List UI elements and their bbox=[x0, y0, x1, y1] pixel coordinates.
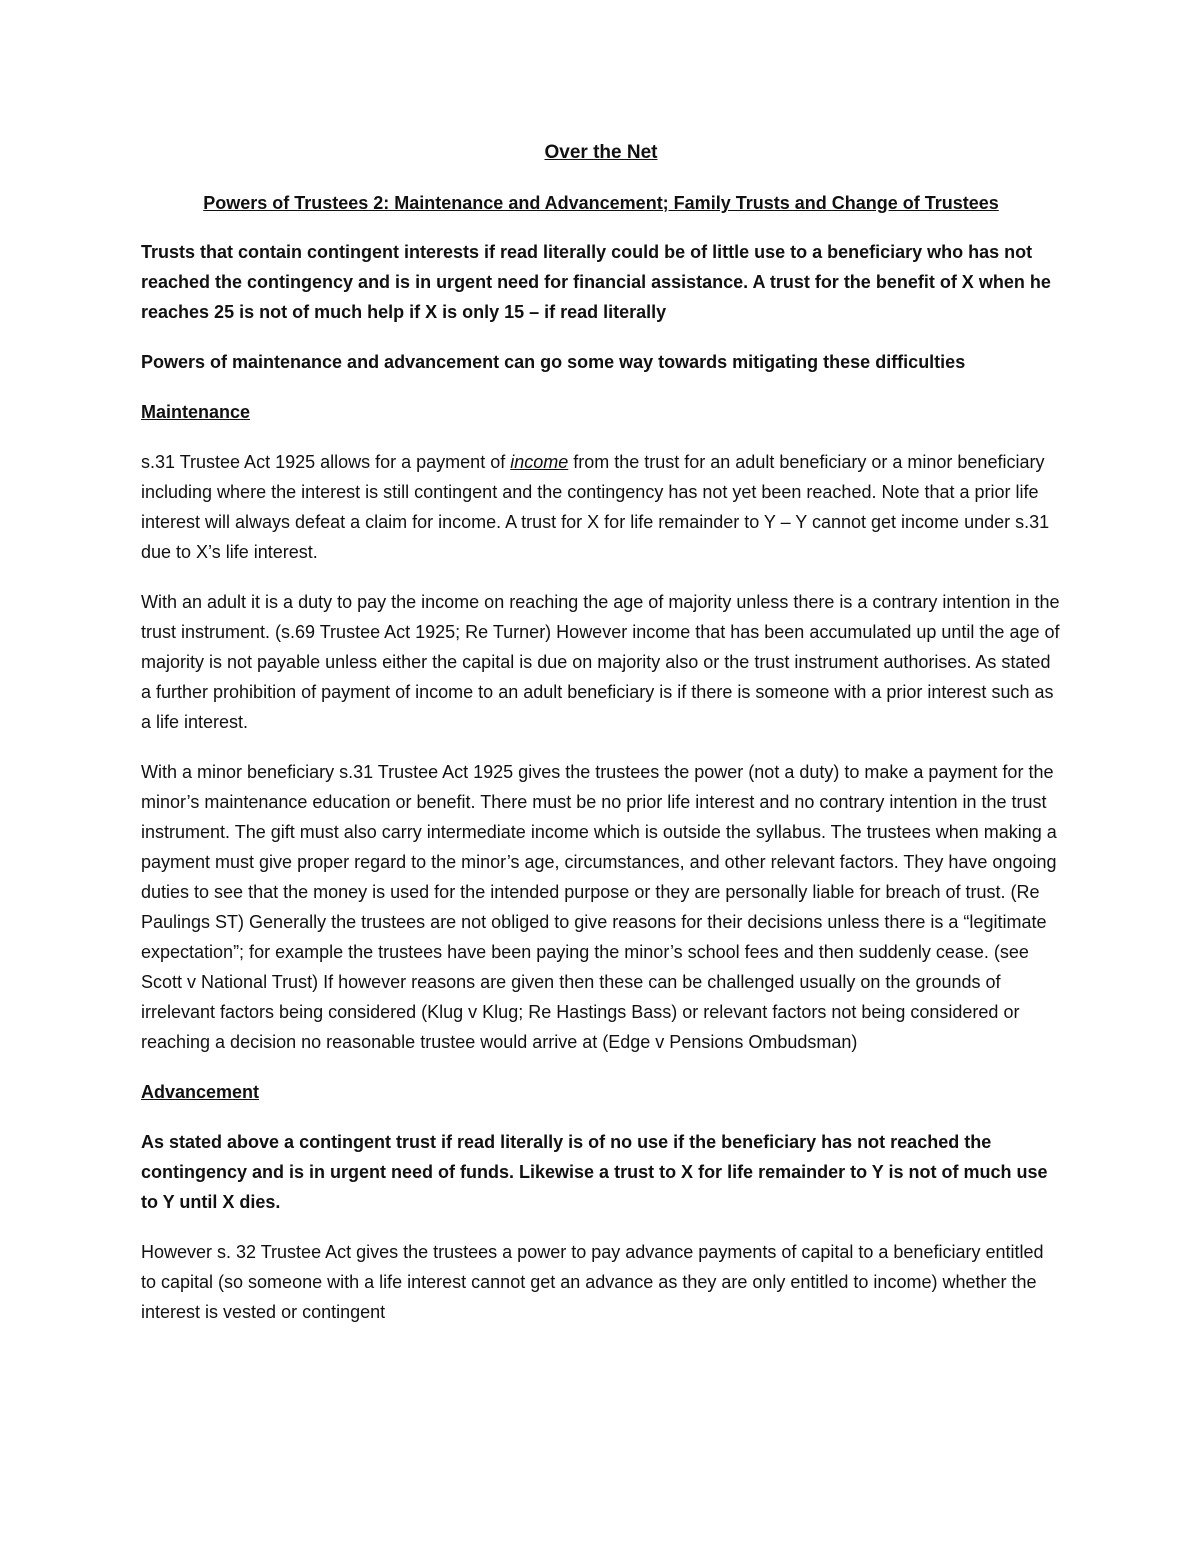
document-title: Over the Net bbox=[544, 142, 658, 163]
advancement-paragraph-1: As stated above a contingent trust if read literally is of no use if the beneficiary has not reached the contingency and is in urgent need of funds. Likewise a trust to X for life remainder to Y is not of much use to Y until X dies. bbox=[141, 1132, 1048, 1212]
advancement-heading: Advancement bbox=[141, 1082, 260, 1102]
intro-paragraph: Trusts that contain contingent interests if read literally could be of little use to a beneficiary who has not reached the contingency and is in urgent need for financial assistance. A trust for the benefit of X when he reaches 25 is not of much help if X is only 15 – if read literally bbox=[141, 242, 1051, 322]
maintenance-heading: Maintenance bbox=[141, 402, 251, 422]
powers-paragraph: Powers of maintenance and advancement can go some way towards mitigating these difficulties bbox=[141, 352, 966, 372]
maintenance-paragraph-1 bbox=[141, 447, 1061, 567]
maintenance-paragraph-2: With an adult it is a duty to pay the income on reaching the age of majority unless there is a contrary intention in the trust instrument. (s.69 Trustee Act 1925; Re Turner) However income that has been accumulated up until the age of majority is not payable unless either the capital is due on majority also or the trust instrument authorises. As stated a further prohibition of payment of income to an adult beneficiary is if there is someone with a prior interest such as a life interest. bbox=[141, 592, 1060, 732]
advancement-paragraph-2: However s. 32 Trustee Act gives the trustees a power to pay advance payments of capital to a beneficiary entitled to capital (so someone with a life interest cannot get an advance as they are only entitled to income) whether the interest is vested or contingent bbox=[141, 1242, 1044, 1322]
income-emphasis: income bbox=[510, 452, 569, 472]
document-page bbox=[141, 138, 1061, 1347]
maintenance-p1-before: s.31 Trustee Act 1925 allows for a payment of bbox=[141, 452, 511, 472]
maintenance-p1-after: from the trust for an adult beneficiary or a minor beneficiary including where the interest is still contingent and the contingency has not yet been reached. Note that a prior life interest will always defeat a claim for income. A trust for X for life remainder to Y – Y cannot get income under s.31 due to X’s life interest. bbox=[141, 452, 1050, 562]
maintenance-paragraph-3: With a minor beneficiary s.31 Trustee Act 1925 gives the trustees the power (not a duty) to make a payment for the minor’s maintenance education or benefit. There must be no prior life interest and no contrary intention in the trust instrument. The gift must also carry intermediate income which is outside the syllabus. The trustees when making a payment must give proper regard to the minor’s age, circumstances, and other relevant factors. They have ongoing duties to see that the money is used for the intended purpose or they are personally liable for breach of trust. (Re Paulings ST) Generally the trustees are not obliged to give reasons for their decisions unless there is a “legitimate expectation”; for example the trustees have been paying the minor’s school fees and then suddenly cease. (see Scott v National Trust) If however reasons are given then these can be challenged usually on the grounds of irrelevant factors being considered (Klug v Klug; Re Hastings Bass) or relevant factors not being considered or reaching a decision no reasonable trustee would arrive at (Edge v Pensions Ombudsman) bbox=[141, 762, 1057, 1052]
document-subtitle: Powers of Trustees 2: Maintenance and Advancement; Family Trusts and Change of Trustees bbox=[203, 193, 999, 213]
